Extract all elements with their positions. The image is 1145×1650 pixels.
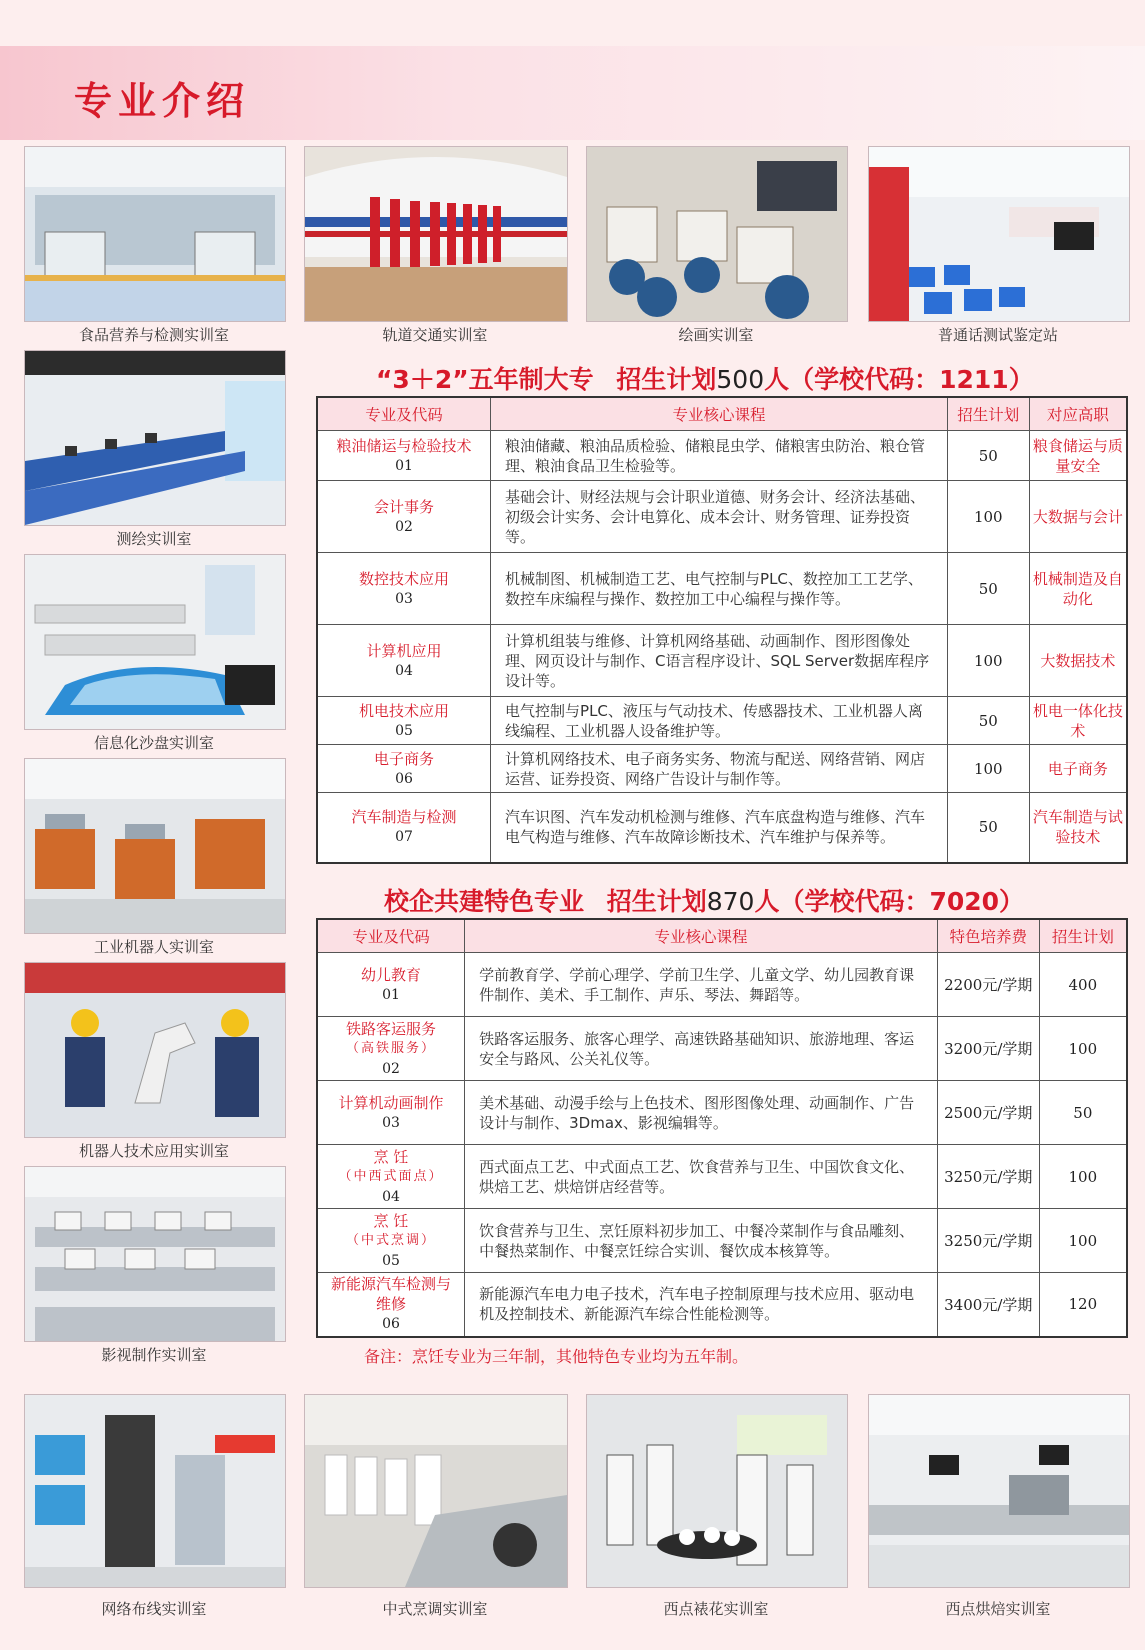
table-row [317,1145,1127,1209]
target-cell: 机电一体化技术 [1029,697,1127,745]
table-row [317,1081,1127,1145]
col-header: 专业及代码 [317,919,465,953]
footnote [364,1344,748,1367]
course-cell: 饮食营养与卫生、烹饪原料初步加工、中餐冷菜制作与食品雕刻、中餐热菜制作、中餐烹饪综合实训、餐饮成本核算等。 [465,1209,938,1273]
photo-chinese-cooking [304,1394,568,1588]
fee-cell: 2200元/学期 [937,953,1039,1017]
major-cell [317,553,491,625]
plan-cell: 100 [1039,1209,1127,1273]
major-code: 05 [382,1252,400,1269]
major-name: 幼儿教育 [361,965,422,984]
photo-food-lab [24,146,286,322]
section1-title-q: “3＋2”五年制大专 [376,365,594,394]
col-header: 对应高职 [1029,397,1127,431]
caption-sandtable-lab: 信息化沙盘实训室 [93,734,214,752]
table-header-row [317,397,1127,431]
photo-art-studio [586,146,848,322]
target-cell: 大数据技术 [1029,625,1127,697]
major-cell [317,1209,465,1273]
plan-cell: 400 [1039,953,1127,1017]
major-cell [317,1017,465,1081]
major-code: 02 [382,1060,400,1077]
table-row [317,745,1127,793]
plan-cell: 100 [947,745,1029,793]
plan-cell: 100 [947,481,1029,553]
section1-title-num: 500 [716,365,765,394]
caption-network-cabling: 网络布线实训室 [101,1600,207,1618]
major-code: 04 [382,1188,400,1205]
photo-survey-lab [24,350,286,526]
fee-cell: 2500元/学期 [937,1081,1039,1145]
major-name: 会计事务 [374,497,435,516]
major-name: 粮油储运与检验技术 [336,436,472,455]
major-cell [317,793,491,863]
plan-cell: 50 [947,697,1029,745]
col-header: 特色培养费 [937,919,1039,953]
major-name: 铁路客运服务 [346,1019,437,1038]
col-header: 专业及代码 [317,397,491,431]
section2-title-a: 校企共建特色专业 [384,887,585,916]
section2-title [384,882,1024,918]
caption-art-studio: 绘画实训室 [678,326,754,344]
course-cell: 汽车识图、汽车发动机检测与维修、汽车底盘构造与维修、汽车电气构造与维修、汽车故障诊断技术、汽车维护与保养等。 [491,793,948,863]
course-cell: 机械制图、机械制造工艺、电气控制与PLC、数控加工工艺学、数控车床编程与操作、数控加工中心编程与操作等。 [491,553,948,625]
major-name: 计算机应用 [366,641,442,660]
major-cell [317,697,491,745]
plan-cell: 100 [947,625,1029,697]
major-cell [317,745,491,793]
major-cell [317,953,465,1017]
section2-title-num: 870 [706,887,755,916]
major-code: 01 [395,457,413,474]
target-cell: 电子商务 [1029,745,1127,793]
col-header: 招生计划 [1039,919,1127,953]
table-row [317,697,1127,745]
col-header: 招生计划 [947,397,1029,431]
major-code: 06 [382,1316,400,1333]
section2-title-rest: 人（学校代码：7020） [754,887,1025,916]
major-code: 06 [395,770,413,787]
course-cell: 计算机网络技术、电子商务实务、物流与配送、网络营销、网店运营、证券投资、网络广告设计与制作等。 [491,745,948,793]
table-row [317,625,1127,697]
major-cell [317,481,491,553]
caption-pastry-decor: 西点裱花实训室 [663,1600,769,1618]
table-row [317,1017,1127,1081]
photo-test-room [868,146,1130,322]
major-name: 电子商务 [374,749,435,768]
table-header-row [317,919,1127,953]
col-header: 专业核心课程 [465,919,938,953]
caption-robot-tech: 机器人技术应用实训室 [78,1142,229,1160]
fee-cell: 3250元/学期 [937,1209,1039,1273]
caption-survey-lab: 测绘实训室 [116,530,192,548]
table-row [317,1209,1127,1273]
plan-cell: 50 [947,793,1029,863]
major-code: 03 [395,590,413,607]
target-cell: 汽车制造与试验技术 [1029,793,1127,863]
course-cell: 粮油储藏、粮油品质检验、储粮昆虫学、储粮害虫防治、粮仓管理、粮油食品卫生检验等。 [491,431,948,481]
major-name: 计算机动画制作 [338,1093,444,1112]
caption-bakery: 西点烘焙实训室 [945,1600,1051,1618]
plan-cell: 100 [1039,1145,1127,1209]
major-cell [317,1273,465,1337]
table-row [317,481,1127,553]
caption-film-lab: 影视制作实训室 [101,1346,207,1364]
plan-cell: 50 [947,553,1029,625]
target-cell: 粮食储运与质量安全 [1029,431,1127,481]
course-cell: 美术基础、动漫手绘与上色技术、图形图像处理、动画制作、广告设计与制作、3Dmax、影视编辑等。 [465,1081,938,1145]
major-name: 汽车制造与检测 [351,808,457,827]
plan-cell: 50 [1039,1081,1127,1145]
major-cell [317,431,491,481]
section2-table [316,918,1128,1338]
major-code: 05 [395,722,413,739]
photo-pastry-decor [586,1394,848,1588]
footnote-text: 烹饪专业为三年制，其他特色专业均为五年制。 [412,1347,749,1366]
footnote-label: 备注： [364,1347,413,1366]
major-code: 03 [382,1114,400,1131]
major-name: 烹 饪 [373,1211,409,1230]
section1-title-plan: 招生计划 [616,365,717,394]
major-name: 烹 饪 [373,1147,409,1166]
target-cell: 大数据与会计 [1029,481,1127,553]
table-row [317,553,1127,625]
caption-industrial-robot: 工业机器人实训室 [93,938,214,956]
plan-cell: 50 [947,431,1029,481]
table-row [317,1273,1127,1337]
section1-title [376,360,1034,396]
table-row [317,953,1127,1017]
caption-food-lab: 食品营养与检测实训室 [78,326,229,344]
section1-title-rest: 人（学校代码：1211） [764,365,1034,394]
photo-industrial-robot [24,758,286,934]
major-name: 新能源汽车检测与维修 [331,1275,452,1314]
major-code: 02 [395,518,413,535]
major-code: 07 [395,829,413,846]
photo-network-cabling [24,1394,286,1588]
major-name: 机电技术应用 [359,701,450,720]
photo-bakery [868,1394,1130,1588]
plan-cell: 120 [1039,1273,1127,1337]
photo-sandtable-lab [24,554,286,730]
major-cell [317,1145,465,1209]
major-cell [317,1081,465,1145]
course-cell: 基础会计、财经法规与会计职业道德、财务会计、经济法基础、初级会计实务、会计电算化、成本会计、财务管理、证券投资等。 [491,481,948,553]
course-cell: 新能源汽车电力电子技术，汽车电子控制原理与技术应用、驱动电机及控制技术、新能源汽车综合性能检测等。 [465,1273,938,1337]
major-cell [317,625,491,697]
plan-cell: 100 [1039,1017,1127,1081]
major-name: 数控技术应用 [359,569,450,588]
caption-rail-lab: 轨道交通实训室 [382,326,488,344]
major-subtitle: （中西式面点） [338,1168,444,1184]
table-row [317,793,1127,863]
major-code: 04 [395,662,413,679]
course-cell: 学前教育学、学前心理学、学前卫生学、儿童文学、幼儿园教育课件制作、美术、手工制作、声乐、琴法、舞蹈等。 [465,953,938,1017]
fee-cell: 3200元/学期 [937,1017,1039,1081]
photo-robot-tech [24,962,286,1138]
caption-test-room: 普通话测试鉴定站 [937,326,1058,344]
fee-cell: 3400元/学期 [937,1273,1039,1337]
photo-film-lab [24,1166,286,1342]
major-subtitle: （高铁服务） [346,1040,437,1056]
course-cell: 电气控制与PLC、液压与气动技术、传感器技术、工业机器人离线编程、工业机器人设备维护等。 [491,697,948,745]
caption-chinese-cooking: 中式烹调实训室 [382,1600,488,1618]
major-code: 01 [382,986,400,1003]
table-row [317,431,1127,481]
target-cell: 机械制造及自动化 [1029,553,1127,625]
section1-table [316,396,1128,864]
photo-rail-lab [304,146,568,322]
page-title: 专业介绍 [74,78,251,123]
fee-cell: 3250元/学期 [937,1145,1039,1209]
section2-title-plan: 招生计划 [606,887,707,916]
major-subtitle: （中式烹调） [346,1232,437,1248]
col-header: 专业核心课程 [491,397,948,431]
course-cell: 计算机组装与维修、计算机网络基础、动画制作、图形图像处理、网页设计与制作、C语言程序设计、SQL Server数据库程序设计等。 [491,625,948,697]
course-cell: 西式面点工艺、中式面点工艺、饮食营养与卫生、中国饮食文化、烘焙工艺、烘焙饼店经营等。 [465,1145,938,1209]
course-cell: 铁路客运服务、旅客心理学、高速铁路基础知识、旅游地理、客运安全与路风、公关礼仪等。 [465,1017,938,1081]
